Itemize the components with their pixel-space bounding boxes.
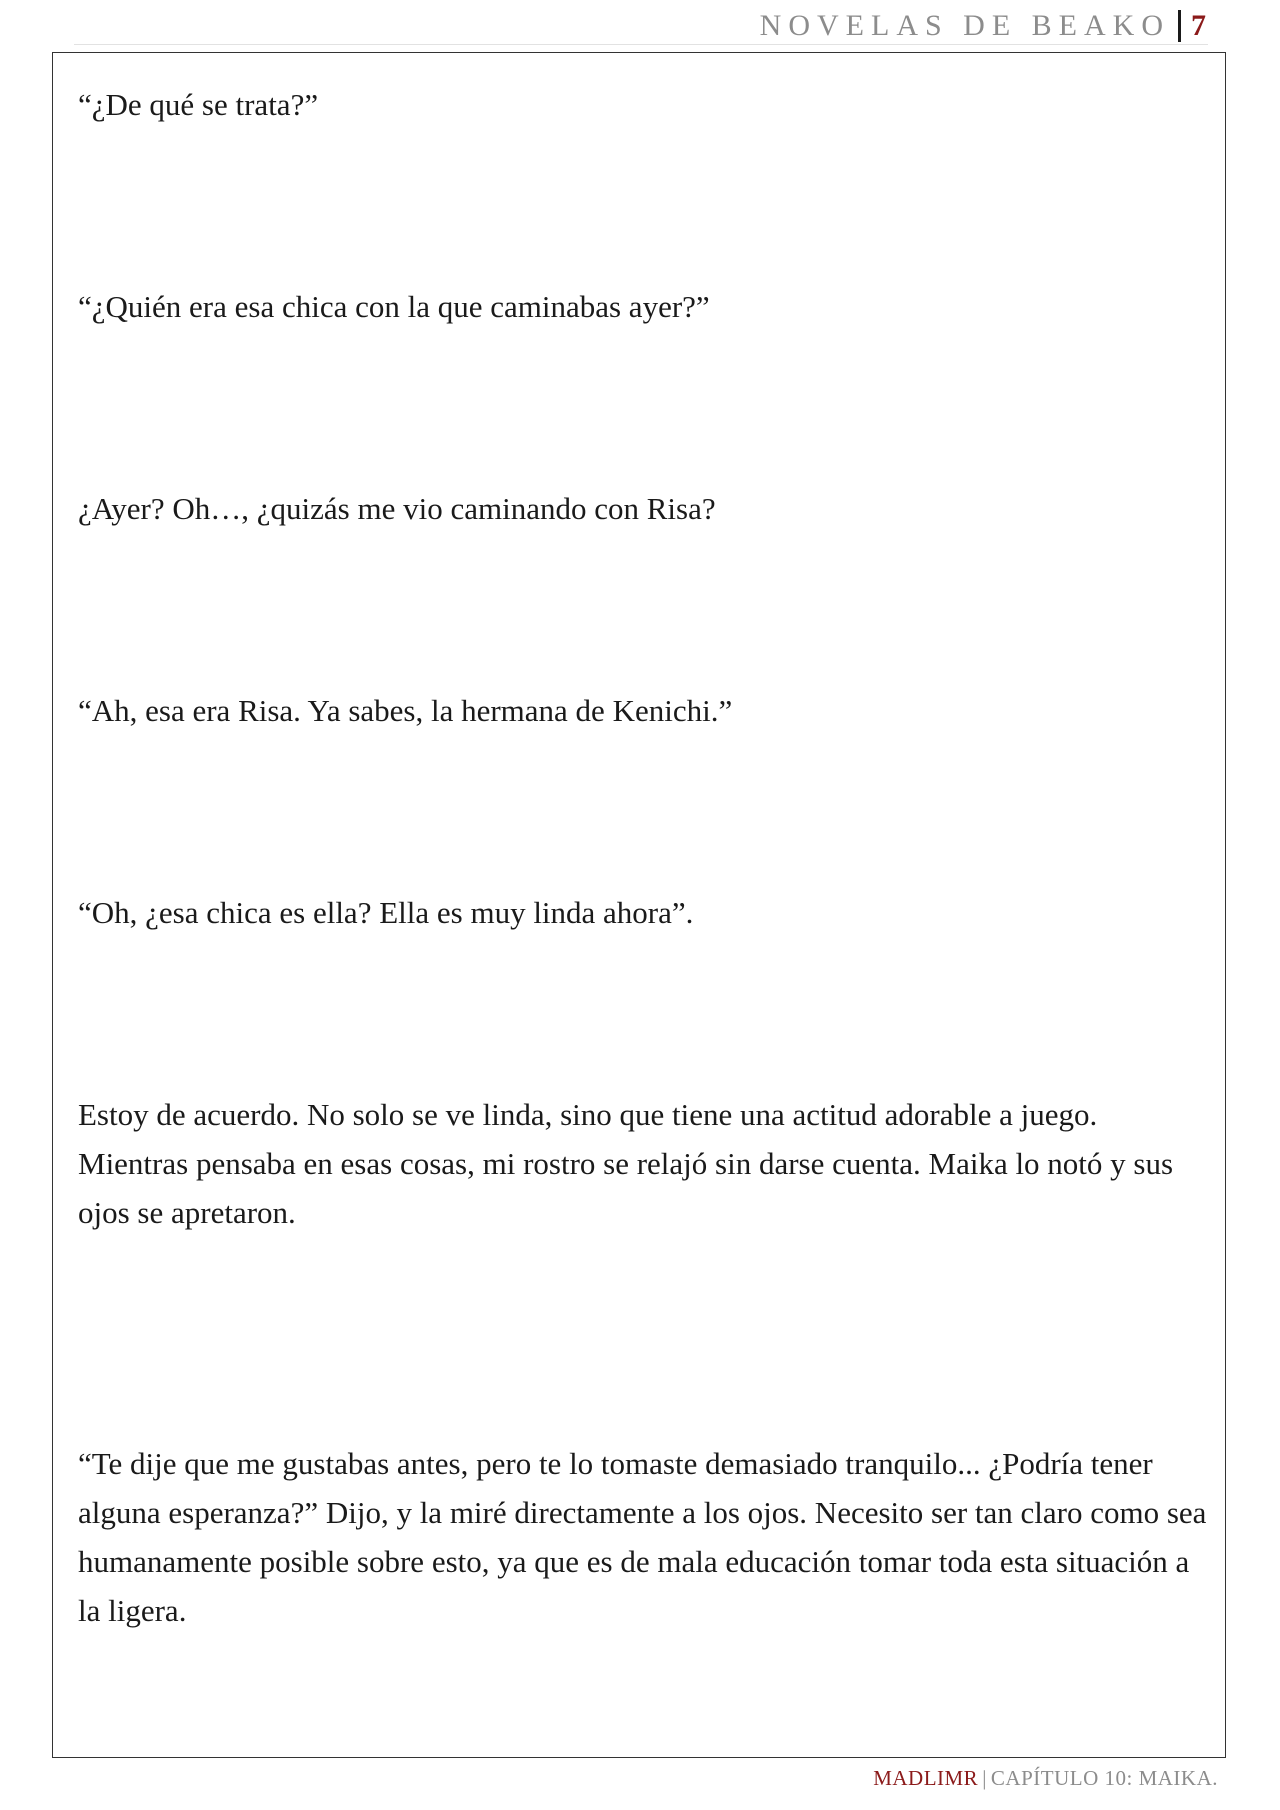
- footer-author: MADLIMR: [873, 1766, 979, 1790]
- header-title: NOVELAS DE BEAKO: [759, 9, 1170, 42]
- paragraph: “Ah, esa era Risa. Ya sabes, la hermana de Kenichi.”: [78, 693, 733, 728]
- footer-chapter: CAPÍTULO 10: MAIKA.: [990, 1766, 1218, 1790]
- header-separator: [1178, 10, 1181, 42]
- page-number: 7: [1191, 9, 1206, 42]
- paragraph: ¿Ayer? Oh…, ¿quizás me vio caminando con Risa?: [78, 491, 716, 526]
- page-content: [78, 80, 1208, 1635]
- paragraph: “¿Quién era esa chica con la que caminabas ayer?”: [78, 289, 710, 324]
- paragraph: “Te dije que me gustabas antes, pero te lo tomaste demasiado tranquilo... ¿Podría tener alguna esperanza?” Dijo, y la miré directamente a los ojos. Necesito ser tan claro como sea humanamente posible sobre esto, ya que es de mala educación tomar toda esta situación a la ligera.: [78, 1446, 1207, 1628]
- paragraph: Estoy de acuerdo. No solo se ve linda, sino que tiene una actitud adorable a juego. Mientras pensaba en esas cosas, mi rostro se relajó sin darse cuenta. Maika lo notó y sus ojos se apretaron.: [78, 1097, 1174, 1230]
- footer-separator: |: [982, 1766, 987, 1790]
- header-rule: [74, 44, 1208, 45]
- page-footer: [873, 1766, 1218, 1791]
- paragraph: “Oh, ¿esa chica es ella? Ella es muy linda ahora”.: [78, 895, 694, 930]
- page-header: [760, 6, 1206, 46]
- paragraph: “¿De qué se trata?”: [78, 87, 319, 122]
